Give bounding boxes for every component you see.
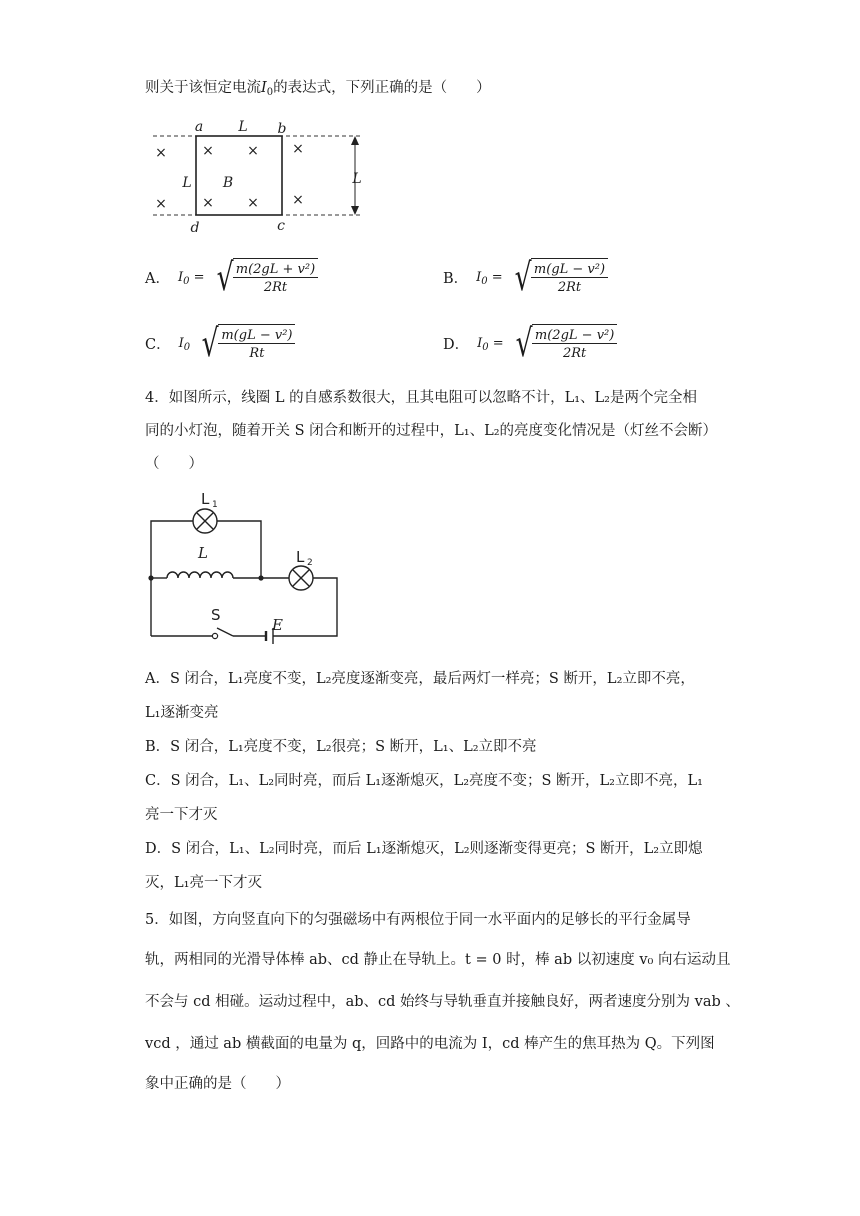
lamp-l2-label: L (296, 548, 305, 566)
field-cross: × (292, 192, 304, 208)
lamp-l2-sub: 2 (307, 558, 313, 568)
coil-icon (167, 572, 233, 578)
right-length-label: L (352, 171, 362, 187)
q3-option-c[interactable]: C． $I_0$ √ $\frac{\text{m(gL − v²)}}{Rt}$ (145, 324, 295, 362)
q4-stem-line3: （ ） (145, 456, 203, 472)
source-label: E (272, 616, 283, 634)
switch-label: S (211, 606, 221, 624)
q3-stem: 则关于该恒定电流$I_0$的表达式，下列正确的是（ ） (145, 80, 491, 98)
corner-c: c (277, 218, 285, 234)
q4-circuit-figure (145, 488, 350, 650)
sqrt-expression: √ $\frac{\text{m(2gL + v²)}}{2Rt}$ (213, 258, 319, 296)
q3-option-d[interactable]: D． $I_0$ = √ $\frac{\text{m(2gL − v²)}}{2Rt}$ (443, 324, 617, 362)
q4-stem-line1: 4．如图所示，线圈 L 的自感系数很大，且其电阻可以忽略不计，L₁、L₂是两个完全相 (145, 390, 697, 406)
q5-stem-line2: 轨，两相同的光滑导体棒 ab、cd 静止在导轨上。t = 0 时，棒 ab 以初速度 v₀ 向右运动且 (145, 952, 731, 968)
q4-option-d[interactable]: D．S 闭合，L₁、L₂同时亮，而后 L₁逐渐熄灭，L₂则逐渐变得更亮；S 断开，L₂立即熄 (145, 841, 703, 857)
field-cross: × (247, 195, 259, 211)
sqrt-expression: √ $\frac{\text{m(gL − v²)}}{2Rt}$ (511, 258, 608, 296)
field-cross: × (155, 196, 167, 212)
q4-option-c-cont: 亮一下才灭 (145, 807, 218, 823)
coil-label: L (198, 544, 208, 562)
field-cross: × (202, 195, 214, 211)
q4-option-a-cont: L₁逐渐变亮 (145, 705, 219, 721)
field-cross: × (292, 141, 304, 157)
q4-stem-line2: 同的小灯泡，随着开关 S 闭合和断开的过程中，L₁、L₂的亮度变化情况是（灯丝不会断） (145, 423, 718, 439)
q3-option-b[interactable]: B． $I_0$ = √ $\frac{\text{m(gL − v²)}}{2Rt}$ (443, 258, 608, 296)
lamp-l1-sub: 1 (212, 500, 218, 510)
q3-figure (145, 115, 375, 240)
q4-option-d-cont: 灭，L₁亮一下才灭 (145, 875, 262, 891)
corner-b: b (277, 121, 287, 137)
field-label: B (222, 175, 234, 191)
field-cross: × (202, 143, 214, 159)
sqrt-expression: √ $\frac{\text{m(2gL − v²)}}{2Rt}$ (512, 324, 618, 362)
q5-stem-line1: 5．如图，方向竖直向下的匀强磁场中有两根位于同一水平面内的足够长的平行金属导 (145, 912, 691, 928)
q5-stem-line4: vcd ，通过 ab 横截面的电量为 q，回路中的电流为 I，cd 棒产生的焦耳热为 Q。下列图 (145, 1036, 715, 1052)
field-cross: × (247, 143, 259, 159)
q4-option-a[interactable]: A．S 闭合，L₁亮度不变，L₂亮度逐渐变亮，最后两灯一样亮；S 断开，L₂立即不亮， (145, 671, 695, 687)
top-length-label: L (238, 119, 248, 135)
q4-option-c[interactable]: C．S 闭合，L₁、L₂同时亮，而后 L₁逐渐熄灭，L₂亮度不变；S 断开，L₂立即不亮，L₁ (145, 773, 703, 789)
field-cross: × (155, 145, 167, 161)
q5-stem-line5: 象中正确的是（ ） (145, 1076, 290, 1092)
sqrt-expression: √ $\frac{\text{m(gL − v²)}}{Rt}$ (198, 324, 295, 362)
q4-option-b[interactable]: B．S 闭合，L₁亮度不变，L₂很亮；S 断开，L₁、L₂立即不亮 (145, 739, 537, 755)
q5-stem-line3: 不会与 cd 相碰。运动过程中，ab、cd 始终与导轨垂直并接触良好，两者速度分别为 vab 、 (145, 994, 740, 1010)
corner-a: a (194, 119, 204, 135)
corner-d: d (190, 220, 200, 236)
switch-icon (217, 628, 233, 636)
left-length-label: L (182, 175, 192, 191)
q3-option-a[interactable]: A． $I_0$ = √ $\frac{\text{m(2gL + v²)}}{2Rt}$ (145, 258, 318, 296)
lamp-l1-label: L (201, 490, 210, 508)
